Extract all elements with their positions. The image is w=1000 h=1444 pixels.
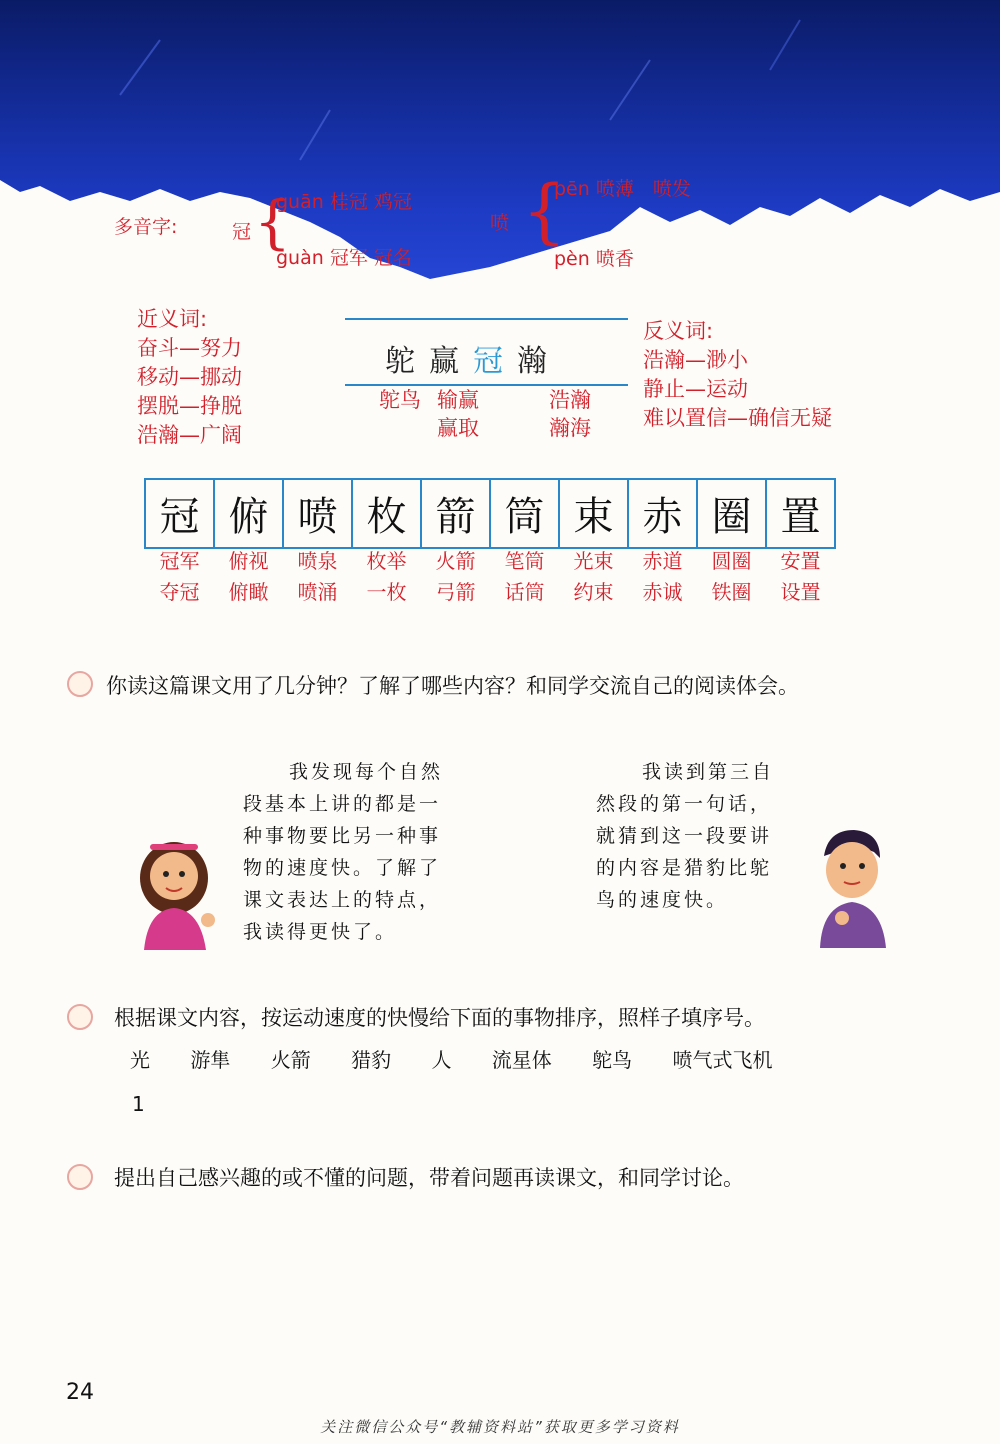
guan-reading-1: guān 桂冠 鸡冠 [276, 191, 412, 213]
sort-item: 光 [130, 1048, 150, 1072]
speech-bubble-boy [596, 756, 774, 916]
antonyms-block [643, 317, 832, 433]
word-yingqu: 赢取 [437, 416, 479, 440]
antonym-item: 浩瀚—渺小 [643, 348, 748, 372]
example-column [628, 546, 697, 608]
grid-cell: 喷 [284, 480, 353, 547]
bubble-line: 课文表达上的特点， [243, 889, 442, 911]
question-1: 你读这篇课文用了几分钟？了解了哪些内容？和同学交流自己的阅读体会。 [106, 674, 799, 698]
sort-item: 流星体 [491, 1048, 552, 1072]
example-word: 安置 [780, 549, 821, 573]
footer-note: 关注微信公众号“教辅资料站”获取更多学习资料 [320, 1418, 680, 1436]
guan-reading-2: guàn 冠军 冠名 [276, 247, 412, 269]
meteor-streaks [0, 0, 1000, 300]
example-word: 笔筒 [504, 549, 545, 573]
example-column [766, 546, 835, 608]
question-2: 根据课文内容，按运动速度的快慢给下面的事物排序，照样子填序号。 [114, 1006, 765, 1030]
example-column [490, 546, 559, 608]
word-hanhai: 瀚海 [549, 416, 591, 440]
writing-char-grid [144, 478, 836, 549]
example-word: 光束 [573, 549, 614, 573]
word-tuoniao: 鸵鸟 [379, 388, 421, 412]
sort-example-number: 1 [132, 1092, 145, 1116]
word-shuying: 输赢 [437, 388, 479, 412]
bubble-line: 就猜到这一段要讲 [596, 825, 773, 847]
bubble-line: 然段的第一句话， [596, 793, 773, 815]
example-column [283, 546, 352, 608]
example-word: 喷涌 [297, 580, 338, 604]
example-column [559, 546, 628, 608]
top-rule [345, 318, 628, 320]
recognition-chars [385, 336, 561, 380]
example-word: 夺冠 [159, 580, 200, 604]
synonym-item: 摆脱—挣脱 [137, 394, 242, 418]
example-word: 赤诚 [642, 580, 683, 604]
example-word: 枚举 [366, 549, 407, 573]
example-column [697, 546, 766, 608]
page-number: 24 [66, 1380, 94, 1405]
example-word: 赤道 [642, 549, 683, 573]
grid-cell: 赤 [629, 480, 698, 547]
word-haohan: 浩瀚 [549, 388, 591, 412]
grid-cell: 冠 [146, 480, 215, 547]
grid-cell: 箭 [422, 480, 491, 547]
boy-illustration [812, 826, 890, 948]
antonyms-title: 反义词: [643, 319, 714, 343]
sort-item: 鸵鸟 [592, 1048, 633, 1072]
polyphonic-char-pen: 喷 [490, 212, 510, 234]
sort-item: 游隼 [190, 1048, 231, 1072]
example-word: 火箭 [435, 549, 476, 573]
example-word: 约束 [573, 580, 614, 604]
example-word: 铁圈 [711, 580, 752, 604]
synonym-item: 奋斗—努力 [137, 336, 242, 360]
bubble-line: 物的速度快。了解了 [243, 857, 442, 879]
grid-cell: 置 [780, 494, 821, 540]
bubble-line: 的内容是猎豹比鸵 [596, 857, 773, 879]
char-guan: 冠 [473, 344, 517, 379]
antonym-item: 静止—运动 [643, 377, 748, 401]
bubble-line: 我读到第三自 [642, 761, 775, 783]
question-3: 提出自己感兴趣的或不懂的问题，带着问题再读课文，和同学讨论。 [114, 1166, 744, 1190]
example-column [421, 546, 490, 608]
question-bullet-icon [67, 1004, 93, 1030]
bubble-line: 段基本上讲的都是一 [243, 793, 442, 815]
sort-item: 人 [431, 1048, 452, 1072]
sort-item: 火箭 [270, 1048, 311, 1072]
example-column [145, 546, 214, 608]
synonyms-block [137, 305, 242, 450]
grid-cell: 束 [560, 480, 629, 547]
question-bullet-icon [67, 1164, 93, 1190]
brace-icon: { [522, 170, 567, 252]
night-sky-banner [0, 0, 1000, 300]
polyphonic-label: 多音字: [114, 216, 178, 238]
example-column [352, 546, 421, 608]
example-word: 设置 [780, 580, 821, 604]
example-word: 冠军 [159, 549, 200, 573]
grid-cell: 圈 [698, 480, 767, 547]
example-word: 俯视 [228, 549, 269, 573]
grid-cell: 筒 [491, 480, 560, 547]
example-word: 话筒 [504, 580, 545, 604]
char-han: 瀚 [517, 344, 561, 379]
grid-cell: 俯 [215, 480, 284, 547]
synonym-item: 浩瀚—广阔 [137, 423, 242, 447]
brace-icon: { [254, 188, 291, 256]
sort-item: 喷气式飞机 [672, 1048, 773, 1072]
pen-reading-1: pēn 喷薄 喷发 [554, 178, 691, 200]
char-tuo: 鸵 [385, 344, 429, 379]
sort-items-row [130, 1044, 773, 1073]
example-word: 喷泉 [297, 549, 338, 573]
grid-cell: 枚 [353, 480, 422, 547]
synonym-item: 移动—挪动 [137, 365, 242, 389]
bubble-line: 我发现每个自然 [289, 761, 444, 783]
antonym-item: 难以置信—确信无疑 [643, 406, 832, 430]
sort-item: 猎豹 [351, 1048, 392, 1072]
pen-reading-2: pèn 喷香 [554, 248, 634, 270]
example-word: 圆圈 [711, 549, 752, 573]
speech-bubble-girl [243, 756, 443, 948]
question-bullet-icon [67, 671, 93, 697]
example-word: 弓箭 [435, 580, 476, 604]
bubble-line: 我读得更快了。 [243, 921, 398, 943]
bubble-line: 种事物要比另一种事 [243, 825, 442, 847]
char-ying: 赢 [429, 344, 473, 379]
girl-illustration [130, 832, 220, 950]
synonyms-title: 近义词: [137, 307, 208, 331]
bubble-line: 鸟的速度快。 [596, 889, 729, 911]
example-word: 一枚 [366, 580, 407, 604]
example-column [214, 546, 283, 608]
polyphonic-char-guan: 冠 [232, 221, 252, 243]
example-word: 俯瞰 [228, 580, 269, 604]
